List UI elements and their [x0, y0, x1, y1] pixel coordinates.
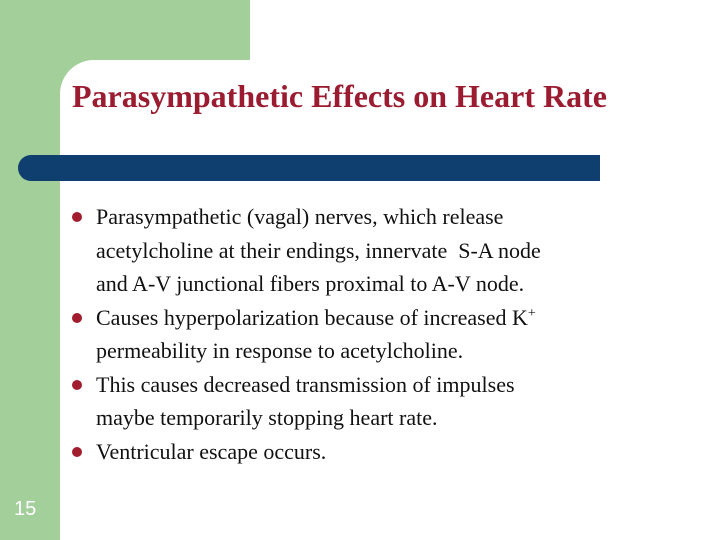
bullet-item [72, 200, 692, 301]
bullet-line: and A-V junctional fibers proximal to A-V node. [96, 271, 525, 296]
superscript-plus: + [527, 305, 536, 321]
bullet-line: permeability in response to acetylcholine. [96, 338, 464, 363]
bullet-line: Causes hyperpolarization because of increased K [96, 304, 528, 330]
bullet-line: maybe temporarily stopping heart rate. [96, 405, 438, 430]
bullet-dot-icon [72, 380, 82, 390]
green-accent-side [0, 0, 60, 540]
bullet-line: Ventricular escape occurs. [96, 438, 327, 464]
bullet-line: Parasympathetic (vagal) nerves, which release [96, 204, 504, 229]
page-number: 15 [14, 498, 37, 520]
bullet-item [72, 368, 692, 435]
bullet-list [72, 200, 692, 468]
bullet-item [72, 301, 692, 368]
bullet-dot-icon [72, 313, 82, 323]
bullet-line: This causes decreased transmission of impulses [96, 371, 515, 397]
bullet-dot-icon [72, 212, 82, 222]
title-divider-bar [18, 155, 600, 181]
bullet-line: acetylcholine at their endings, innervate S-A node [96, 237, 541, 263]
bullet-dot-icon [72, 447, 82, 457]
bullet-item [72, 435, 692, 469]
slide-title: Parasympathetic Effects on Heart Rate [72, 78, 607, 114]
